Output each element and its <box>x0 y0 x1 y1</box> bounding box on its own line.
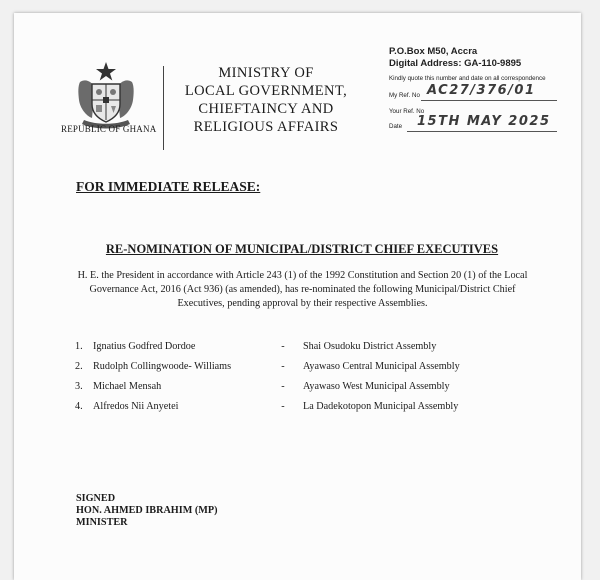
date-value: 15TH MAY 2025 <box>417 114 551 129</box>
assembly-name: Shai Osudoku District Assembly <box>303 340 437 352</box>
nominee-list <box>75 336 515 416</box>
body-paragraph: H. E. the President in accordance with Article 243 (1) of the 1992 Constitution and Section 20 (1) of the Local Governance Act, 2016 (Act 936) (as amended), has re-nominated the following Municipal/District Chief Executives, pending approval by their respective Assemblies. <box>77 270 528 309</box>
assembly-name: Ayawaso Central Municipal Assembly <box>303 360 460 372</box>
list-item <box>75 356 515 376</box>
my-ref-line <box>421 100 557 101</box>
nominee-name: Ignatius Godfred Dordoe <box>93 340 196 352</box>
item-number: 3. <box>75 380 83 392</box>
signed-label: SIGNED <box>76 493 116 504</box>
separator-dash: - <box>281 380 285 392</box>
list-item <box>75 376 515 396</box>
my-ref-label: My Ref. No <box>389 92 420 99</box>
nominee-name: Rudolph Collingwoode- Williams <box>93 360 232 372</box>
list-item <box>75 396 515 416</box>
document-page <box>14 13 581 580</box>
republic-label: REPUBLIC OF GHANA <box>61 124 157 134</box>
assembly-name: La Dadekotopon Municipal Assembly <box>303 400 459 412</box>
my-ref-value: AC27/376/01 <box>427 83 536 98</box>
nominee-name: Alfredos Nii Anyetei <box>93 400 179 412</box>
ministry-line: MINISTRY OF <box>218 65 314 81</box>
quote-note: Kindly quote this number and date on all correspondence <box>389 75 546 82</box>
digital-address: Digital Address: GA-110-9895 <box>389 58 522 69</box>
po-box: P.O.Box M50, Accra <box>389 46 478 57</box>
your-ref-label: Your Ref. No <box>389 108 425 115</box>
ministry-line: RELIGIOUS AFFAIRS <box>193 119 339 135</box>
contact-block <box>389 46 546 83</box>
document-heading: RE-NOMINATION OF MUNICIPAL/DISTRICT CHIEF EXECUTIVES <box>105 242 499 256</box>
list-item <box>75 336 515 356</box>
date-label: Date <box>389 123 403 130</box>
ministry-line: CHIEFTAINCY AND <box>198 101 334 117</box>
ministry-line: LOCAL GOVERNMENT, <box>184 83 348 99</box>
date-line <box>407 131 557 132</box>
item-number: 2. <box>75 360 83 372</box>
nominee-name: Michael Mensah <box>93 380 162 392</box>
item-number: 1. <box>75 340 83 352</box>
assembly-name: Ayawaso West Municipal Assembly <box>303 380 450 392</box>
release-label: FOR IMMEDIATE RELEASE: <box>76 179 261 194</box>
ministry-name <box>171 64 361 136</box>
separator-dash: - <box>281 340 285 352</box>
signatory-title: MINISTER <box>76 517 128 528</box>
ghana-coat-of-arms-icon <box>70 60 142 132</box>
separator-dash: - <box>281 360 285 372</box>
signatory-name: HON. AHMED IBRAHIM (MP) <box>76 505 218 516</box>
item-number: 4. <box>75 400 83 412</box>
letterhead-divider <box>163 66 164 150</box>
signature-block <box>76 493 217 529</box>
separator-dash: - <box>281 400 285 412</box>
